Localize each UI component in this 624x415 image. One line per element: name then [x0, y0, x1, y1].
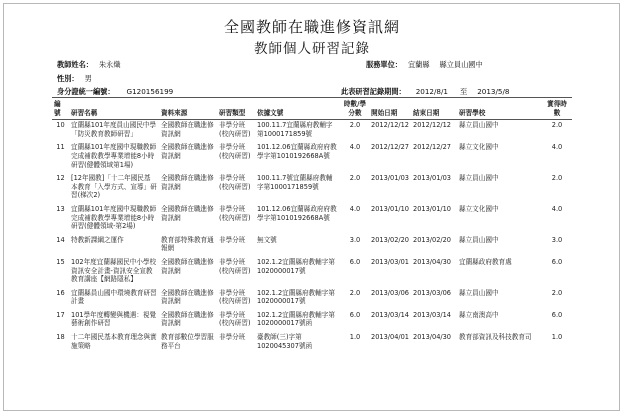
cell-type: 非學分班(校內研習) — [219, 257, 251, 275]
record-period-start: 2012/8/1 — [415, 87, 448, 96]
cell-no: 16 — [56, 288, 65, 297]
table-row — [52, 288, 572, 310]
record-period-field — [341, 87, 509, 97]
cell-no: 11 — [56, 143, 65, 152]
table-row — [52, 310, 572, 332]
col-header-hours: 時數/學分數 — [341, 99, 369, 120]
cell-end: 2013/04/30 — [413, 333, 452, 342]
cell-doc: 臺教師(三)字第1020045307號函 — [257, 333, 313, 350]
page-title: 全國教師在職進修資訊網 — [223, 18, 400, 36]
cell-hours: 4.0 — [349, 143, 361, 152]
cell-doc: 100.11.7宜蘭縣府教輔字第1000171859號 — [257, 121, 333, 138]
cell-end: 2013/01/10 — [413, 204, 452, 213]
cell-no: 17 — [56, 310, 65, 319]
cell-doc: 100.11.7號宜蘭縣府教輔字第1000171859號 — [257, 174, 333, 191]
cell-type: 非學分班(校內研習) — [219, 143, 251, 160]
cell-doc: 102.1.2宜蘭縣府教輔字第1020000017號 — [257, 257, 335, 275]
service-school: 縣立員山國中 — [439, 60, 483, 69]
cell-credit: 3.0 — [551, 235, 563, 244]
id-number-label: 身分證統一編號： — [57, 87, 115, 96]
cell-source: 全國教師在職進修資訊網 — [161, 143, 214, 160]
table-row — [52, 120, 572, 143]
cell-doc: 102.1.2宜蘭縣府教輔字第1020000017號函 — [257, 310, 335, 328]
page-subtitle: 教師個人研習記錄 — [254, 41, 370, 57]
col-header-start: 開始日期 — [369, 99, 411, 120]
col-header-doc: 依據文號 — [255, 99, 341, 120]
cell-hours: 6.0 — [349, 310, 361, 319]
cell-source: 全國教師在職進修資訊網 — [161, 204, 214, 222]
cell-end: 2013/01/03 — [413, 174, 452, 183]
cell-source: 全國教師在職進修資訊網 — [161, 121, 214, 138]
col-header-school: 研習學校 — [457, 99, 542, 120]
record-period-to: 至 — [459, 87, 468, 96]
cell-school: 縣立文化國中 — [459, 204, 499, 213]
cell-start: 2013/02/20 — [371, 235, 410, 244]
service-unit-label: 服務單位： — [366, 60, 402, 69]
cell-source: 全國教師在職進修資訊網 — [161, 288, 214, 306]
cell-type: 非學分班(校內研習) — [219, 310, 251, 328]
cell-no: 10 — [56, 121, 65, 130]
col-header-credit-hours: 實得時數 — [542, 99, 572, 120]
cell-no: 13 — [56, 204, 65, 213]
table-row — [52, 173, 572, 204]
cell-start: 2012/12/27 — [371, 143, 410, 152]
training-records-table — [52, 99, 572, 354]
cell-school: 縣立員山國中 — [459, 174, 499, 183]
cell-doc: 無文號 — [257, 235, 277, 244]
service-county: 宜蘭縣 — [407, 60, 430, 69]
cell-credit: 6.0 — [551, 310, 563, 319]
cell-credit: 4.0 — [551, 143, 563, 152]
cell-end: 2013/04/30 — [413, 257, 452, 266]
id-number-value: G120156199 — [126, 87, 174, 96]
cell-credit: 2.0 — [551, 174, 563, 183]
col-header-source: 資料來源 — [159, 99, 217, 120]
cell-type: 非學分班 — [219, 333, 246, 342]
cell-credit: 6.0 — [551, 257, 563, 266]
col-header-course: 研習名稱 — [69, 99, 159, 120]
cell-type: 非學分班(校內研習) — [219, 174, 251, 191]
cell-end: 2012/12/12 — [413, 121, 452, 130]
cell-no: 12 — [56, 174, 65, 183]
cell-course: 宜蘭縣101年度員山國民中學「防災教育教師研習」 — [71, 121, 157, 138]
table-row — [52, 204, 572, 235]
record-period-end: 2013/5/8 — [477, 87, 510, 96]
gender-field — [57, 74, 92, 84]
teacher-name-label: 教師姓名： — [57, 60, 93, 69]
cell-credit: 2.0 — [551, 288, 563, 297]
cell-end: 2013/03/14 — [413, 310, 452, 319]
table-row — [52, 142, 572, 173]
gender-value: 男 — [84, 74, 92, 83]
table-row — [52, 235, 572, 257]
cell-no: 14 — [56, 235, 65, 244]
cell-school: 縣立南澳高中 — [459, 310, 499, 319]
cell-type: 非學分班(校內研習) — [219, 204, 251, 222]
cell-doc: 101.12.06宜蘭縣政府府教學字第1010192668A號 — [257, 143, 337, 160]
cell-course: 特教新課綱之運作 — [71, 235, 124, 244]
table-row — [52, 257, 572, 288]
col-header-type: 研習類型 — [217, 99, 255, 120]
cell-school: 縣立員山國中 — [459, 235, 499, 244]
col-header-end: 結束日期 — [411, 99, 457, 120]
cell-doc: 101.12.06宜蘭縣政府府教學字第1010192668A號 — [257, 204, 337, 222]
cell-credit: 2.0 — [551, 121, 563, 130]
cell-hours: 1.0 — [349, 333, 361, 342]
cell-course: 102年度宜蘭縣國民中小學校資訊安全計畫-資訊安全宣教教育講座【網路隱私】 — [71, 257, 157, 284]
cell-start: 2013/01/10 — [371, 204, 410, 213]
cell-start: 2013/03/14 — [371, 310, 410, 319]
cell-school: 縣立文化國中 — [459, 143, 499, 152]
cell-end: 2013/02/20 — [413, 235, 452, 244]
cell-start: 2013/04/01 — [371, 333, 410, 342]
cell-type: 非學分班(校內研習) — [219, 121, 251, 138]
col-header-no: 編號 — [52, 99, 69, 120]
cell-start: 2013/01/03 — [371, 174, 410, 183]
cell-end: 2013/03/06 — [413, 288, 452, 297]
cell-course: [12年國教]「十二年國民基本教育「入學方式、宣導」研習(梯次2) — [71, 174, 157, 200]
cell-source: 全國教師在職進修資訊網 — [161, 257, 214, 275]
cell-hours: 2.0 — [349, 174, 361, 183]
gender-label: 性別： — [57, 74, 79, 83]
cell-hours: 6.0 — [349, 257, 361, 266]
table-row — [52, 332, 572, 354]
cell-course: 十二年國民基本教育理念與實施策略 — [71, 333, 157, 350]
cell-type: 非學分班(校內研習) — [219, 288, 251, 306]
cell-source: 教育部特殊教育通報網 — [161, 235, 214, 253]
record-period-label: 此表研習記錄期間： — [341, 87, 406, 96]
cell-credit: 4.0 — [551, 204, 563, 213]
cell-course: 宜蘭縣101年度國中現職教師完成補救教學專業增能8小時研習(健體領域-第2場) — [71, 204, 157, 231]
cell-source: 全國教師在職進修資訊網 — [161, 174, 214, 191]
teacher-name-field — [57, 60, 121, 70]
service-unit-field — [366, 60, 483, 70]
cell-no: 15 — [56, 257, 65, 266]
cell-start: 2013/03/06 — [371, 288, 410, 297]
cell-hours: 3.0 — [349, 235, 361, 244]
cell-start: 2013/03/01 — [371, 257, 410, 266]
table-top-rule — [52, 97, 572, 98]
cell-hours: 2.0 — [349, 121, 361, 130]
cell-school: 宜蘭縣政府教育處 — [459, 257, 512, 266]
cell-school: 縣立員山國中 — [459, 288, 499, 297]
cell-credit: 1.0 — [551, 333, 563, 342]
cell-course: 宜蘭縣101年度國中現職教師完成補救教學專業增能8小時研習(健體領域第1場) — [71, 143, 157, 169]
cell-start: 2012/12/12 — [371, 121, 410, 130]
cell-hours: 4.0 — [349, 204, 361, 213]
cell-course: 宜蘭縣員山國中環境教育研習計畫 — [71, 288, 157, 306]
cell-course: 101學年度轉變與機遇：視覺藝術創作研習 — [71, 310, 157, 328]
cell-doc: 102.1.2宜蘭縣府教輔字第1020000017號 — [257, 288, 335, 306]
cell-end: 2012/12/27 — [413, 143, 452, 152]
cell-no: 18 — [56, 333, 65, 342]
cell-source: 全國教師在職進修資訊網 — [161, 310, 214, 328]
cell-type: 非學分班 — [219, 235, 246, 244]
cell-source: 教育部數位學習服務平台 — [161, 333, 214, 350]
cell-school: 教育部資訊及科技教育司 — [459, 333, 532, 342]
cell-hours: 2.0 — [349, 288, 361, 297]
teacher-name-value: 朱永熾 — [98, 60, 121, 69]
cell-school: 縣立員山國中 — [459, 121, 499, 130]
id-number-field — [57, 87, 173, 97]
table-header-row — [52, 99, 572, 120]
